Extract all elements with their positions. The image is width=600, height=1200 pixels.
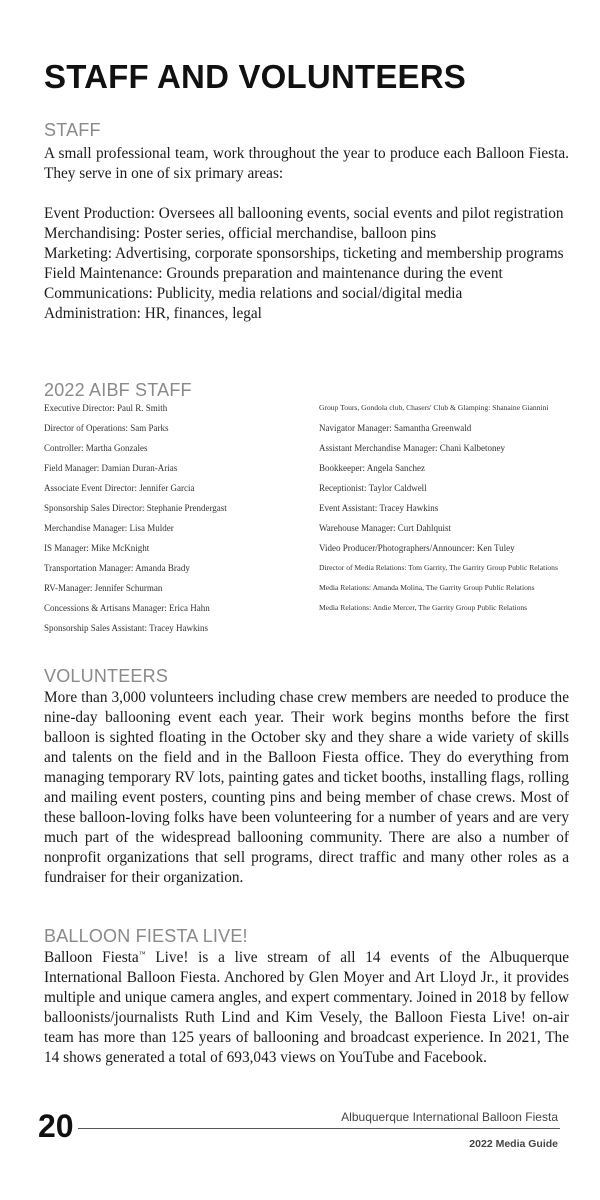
staff-list-item: Group Tours, Gondola club, Chasers' Club & Glamping: Shanaine Giannini: [319, 403, 549, 412]
staff-list-item: Video Producer/Photographers/Announcer: Ken Tuley: [319, 543, 515, 553]
staff-list-item: Associate Event Director: Jennifer Garcia: [44, 483, 195, 493]
live-heading: BALLOON FIESTA LIVE!: [44, 926, 248, 946]
live-text: Live! is a live stream of all 14 events of the Albuquerque International Balloon Fiesta. Anchored by Glen Moyer and Art Lloyd Jr., it provides multiple and unique camera angles, and expert commentary. Joined in 2018 by fellow balloonists/journalists Ruth Lind and Kim Vesely, the Balloon Fiesta Live! on-air team has more than 125 years of ballooning and broadcast experience. In 2021, The 14 shows generated a total of 693,043 views on YouTube and Facebook.: [44, 949, 570, 1066]
footer-divider: [78, 1128, 560, 1129]
staff-list-item: Sponsorship Sales Director: Stephanie Prendergast: [44, 503, 227, 513]
staff-list-item: Receptionist: Taylor Caldwell: [319, 483, 427, 493]
staff-list-item: Transportation Manager: Amanda Brady: [44, 563, 190, 573]
staff-area: Marketing: Advertising, corporate sponsorships, ticketing and membership programs: [44, 245, 564, 262]
live-body: [44, 948, 569, 1068]
footer-organization: Albuquerque International Balloon Fiesta: [341, 1110, 558, 1124]
live-text-paragraph: [44, 948, 569, 1068]
live-brand-name: Balloon Fiesta: [44, 949, 139, 966]
staff-area: Communications: Publicity, media relations and social/digital media: [44, 285, 463, 302]
staff-area: Administration: HR, finances, legal: [44, 305, 262, 322]
staff-list-item: Sponsorship Sales Assistant: Tracey Hawkins: [44, 623, 209, 633]
aibf-staff-heading: 2022 AIBF STAFF: [44, 380, 192, 400]
staff-area: Field Maintenance: Grounds preparation and maintenance during the event: [44, 265, 503, 282]
staff-list-left: [44, 402, 227, 642]
staff-list-item: Merchandise Manager: Lisa Mulder: [44, 523, 174, 533]
staff-list-item: Media Relations: Amanda Molina, The Garrity Group Public Relations: [319, 583, 535, 592]
staff-list-item: Executive Director: Paul R. Smith: [44, 403, 168, 413]
volunteers-text: More than 3,000 volunteers including chase crew members are needed to produce the nine-day ballooning event each year. Their work begins months before the first balloon is sighted floating in the October sky and they share a wide variety of skills and talents on the field and in the Balloon Fiesta office. They do everything from managing temporary RV lots, painting gates and ticket booths, installing flags, rolling and mailing event posters, counting pins and being member of chase crews. Most of these balloon-loving folks have been volunteering for a number of years and are very much part of the widespread ballooning community. There are also a number of nonprofit organizations that sell programs, direct traffic and many other roles as a fundraiser for their organization.: [44, 689, 569, 886]
staff-list-right: [319, 402, 558, 622]
staff-area: Event Production: Oversees all ballooning events, social events and pilot registration: [44, 205, 564, 222]
page-number: 20: [38, 1108, 74, 1144]
page-title: STAFF AND VOLUNTEERS: [44, 58, 466, 95]
staff-list-item: Concessions & Artisans Manager: Erica Hahn: [44, 603, 210, 613]
staff-list-item: Field Manager: Damian Duran-Arias: [44, 463, 178, 473]
staff-list-item: Assistant Merchandise Manager: Chani Kalbetoney: [319, 443, 505, 453]
staff-list-item: Media Relations: Andie Mercer, The Garrity Group Public Relations: [319, 603, 528, 612]
staff-list-item: RV-Manager: Jennifer Schurman: [44, 583, 163, 593]
staff-list-item: Warehouse Manager: Curt Dahlquist: [319, 523, 451, 533]
staff-list-item: Director of Operations: Sam Parks: [44, 423, 169, 433]
staff-list-item: IS Manager: Mike McKnight: [44, 543, 150, 553]
staff-area: Merchandising: Poster series, official merchandise, balloon pins: [44, 225, 437, 242]
volunteers-heading: VOLUNTEERS: [44, 666, 169, 686]
trademark-symbol: ™: [138, 949, 146, 958]
staff-heading: STAFF: [44, 120, 101, 140]
volunteers-body: [44, 688, 569, 888]
staff-list-item: Controller: Martha Gonzales: [44, 443, 148, 453]
footer-guide-title: 2022 Media Guide: [469, 1138, 558, 1150]
staff-list-item: Event Assistant: Tracey Hawkins: [319, 503, 439, 513]
staff-body: [44, 144, 569, 324]
staff-intro: A small professional team, work throughout the year to produce each Balloon Fiesta. They serve in one of six primary areas:: [44, 145, 569, 182]
staff-list-item: Bookkeeper: Angela Sanchez: [319, 463, 425, 473]
staff-list-item: Director of Media Relations: Tom Garrity, The Garrity Group Public Relations: [319, 563, 558, 572]
staff-list-item: Navigator Manager: Samantha Greenwald: [319, 423, 472, 433]
